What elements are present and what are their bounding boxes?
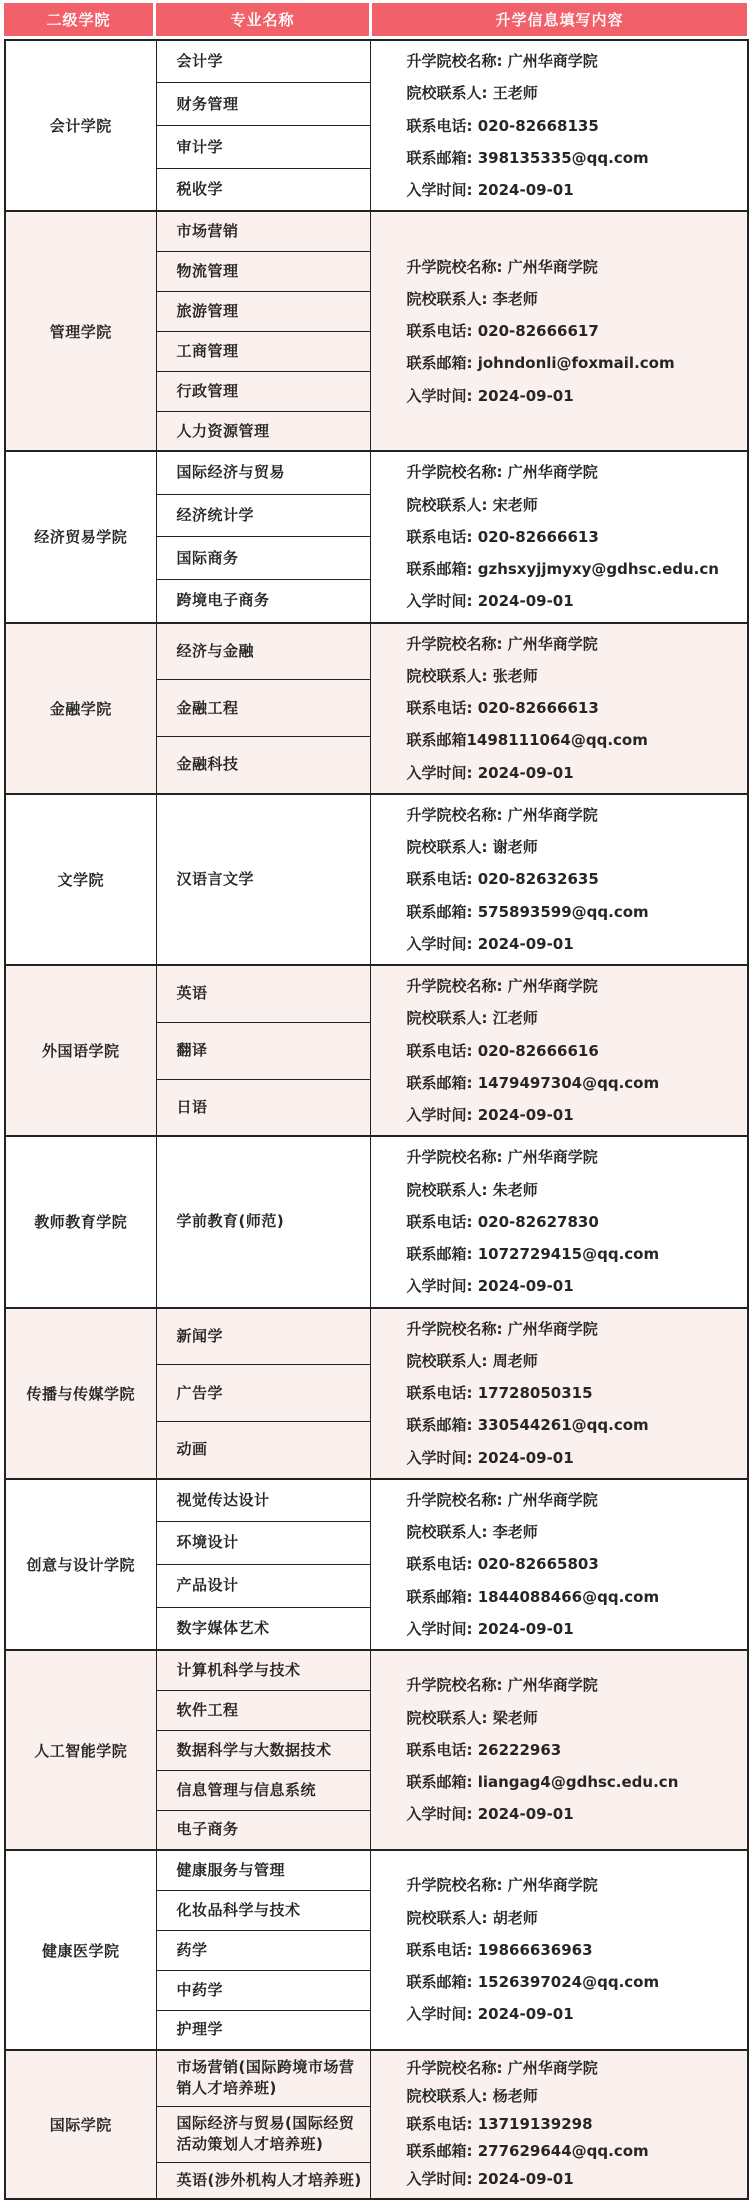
info-cell bbox=[370, 1479, 748, 1650]
info-line: 联系电话: 020-82668135 bbox=[406, 116, 599, 135]
major-cell: 人力资源管理 bbox=[156, 411, 370, 451]
major-cell: 动画 bbox=[156, 1422, 370, 1479]
college-name-cell: 创意与设计学院 bbox=[5, 1479, 156, 1650]
info-cell bbox=[370, 211, 748, 451]
major-cell: 英语 bbox=[156, 965, 370, 1022]
table-row bbox=[5, 211, 748, 251]
major-cell: 日语 bbox=[156, 1079, 370, 1136]
info-line: 联系电话: 020-82666613 bbox=[406, 527, 599, 546]
college-name-cell: 金融学院 bbox=[5, 623, 156, 794]
major-cell: 计算机科学与技术 bbox=[156, 1650, 370, 1690]
info-line: 联系邮箱: 1526397024@qq.com bbox=[406, 1973, 660, 1992]
major-cell: 信息管理与信息系统 bbox=[156, 1770, 370, 1810]
major-cell: 中药学 bbox=[156, 1970, 370, 2010]
info-line: 升学院校名称: 广州华商学院 bbox=[406, 463, 598, 482]
info-line: 入学时间: 2024-09-01 bbox=[406, 763, 574, 782]
info-line: 联系邮箱: 1479497304@qq.com bbox=[406, 1073, 660, 1092]
info-line: 院校联系人: 江老师 bbox=[406, 1009, 538, 1028]
info-cell bbox=[370, 965, 748, 1136]
info-line: 院校联系人: 宋老师 bbox=[406, 495, 538, 514]
college-name-cell: 管理学院 bbox=[5, 211, 156, 451]
info-line: 入学时间: 2024-09-01 bbox=[406, 1805, 574, 1824]
major-cell: 数据科学与大数据技术 bbox=[156, 1730, 370, 1770]
table-row bbox=[5, 623, 748, 680]
major-cell: 经济统计学 bbox=[156, 494, 370, 537]
info-line: 联系邮箱: 398135335@qq.com bbox=[406, 148, 649, 167]
college-name-cell: 健康医学院 bbox=[5, 1850, 156, 2050]
table-row bbox=[5, 1308, 748, 1365]
major-cell: 旅游管理 bbox=[156, 291, 370, 331]
table-row bbox=[5, 451, 748, 494]
major-cell: 数字媒体艺术 bbox=[156, 1607, 370, 1650]
major-cell: 工商管理 bbox=[156, 331, 370, 371]
major-cell: 护理学 bbox=[156, 2010, 370, 2050]
info-line: 入学时间: 2024-09-01 bbox=[406, 1106, 574, 1124]
info-line: 升学院校名称: 广州华商学院 bbox=[406, 52, 598, 70]
info-cell bbox=[370, 1136, 748, 1307]
info-line: 升学院校名称: 广州华商学院 bbox=[406, 977, 598, 995]
info-line: 院校联系人: 梁老师 bbox=[406, 1708, 538, 1727]
info-line: 联系邮箱: gzhsxyjjmyxy@gdhsc.edu.cn bbox=[406, 560, 719, 578]
info-line: 联系电话: 020-82666616 bbox=[406, 1041, 599, 1060]
info-line: 升学院校名称: 广州华商学院 bbox=[406, 1676, 598, 1695]
info-line: 联系邮箱: liangag4@gdhsc.edu.cn bbox=[406, 1773, 679, 1792]
info-line: 联系邮箱: 575893599@qq.com bbox=[406, 902, 649, 921]
major-cell: 电子商务 bbox=[156, 1810, 370, 1850]
table-row bbox=[5, 1650, 748, 1690]
major-cell: 会计学 bbox=[156, 40, 370, 83]
info-line: 联系邮箱: 277629644@qq.com bbox=[406, 2142, 649, 2161]
college-name-cell: 传播与传媒学院 bbox=[5, 1308, 156, 1479]
major-cell: 国际经济与贸易(国际经贸活动策划人才培养班) bbox=[156, 2106, 370, 2162]
info-line: 升学院校名称: 广州华商学院 bbox=[406, 1490, 598, 1509]
table-row bbox=[5, 794, 748, 965]
info-line: 入学时间: 2024-09-01 bbox=[406, 592, 574, 611]
major-cell: 汉语言文学 bbox=[156, 794, 370, 965]
major-cell: 金融工程 bbox=[156, 680, 370, 737]
info-cell bbox=[370, 40, 748, 211]
info-line: 联系邮箱: johndonli@foxmail.com bbox=[406, 354, 675, 373]
info-line: 联系电话: 19866636963 bbox=[406, 1940, 593, 1959]
major-cell: 审计学 bbox=[156, 126, 370, 169]
major-cell: 产品设计 bbox=[156, 1564, 370, 1607]
info-line: 入学时间: 2024-09-01 bbox=[406, 1277, 574, 1296]
info-line: 联系邮箱: 1844088466@qq.com bbox=[406, 1587, 660, 1606]
major-cell: 财务管理 bbox=[156, 83, 370, 126]
info-line: 升学院校名称: 广州华商学院 bbox=[406, 1319, 598, 1338]
college-name-cell: 国际学院 bbox=[5, 2050, 156, 2199]
info-line: 入学时间: 2024-09-01 bbox=[406, 2005, 574, 2024]
college-name-cell: 外国语学院 bbox=[5, 965, 156, 1136]
info-cell bbox=[370, 451, 748, 622]
info-line: 升学院校名称: 广州华商学院 bbox=[406, 1876, 598, 1895]
college-name-cell: 教师教育学院 bbox=[5, 1136, 156, 1307]
info-cell bbox=[370, 623, 748, 794]
info-line: 联系电话: 17728050315 bbox=[406, 1384, 593, 1402]
info-line: 院校联系人: 张老师 bbox=[406, 666, 538, 685]
college-name-cell: 人工智能学院 bbox=[5, 1650, 156, 1850]
info-line: 联系邮箱: 1072729415@qq.com bbox=[406, 1245, 660, 1263]
info-line: 入学时间: 2024-09-01 bbox=[406, 2170, 574, 2188]
major-cell: 学前教育(师范) bbox=[156, 1136, 370, 1307]
info-line: 升学院校名称: 广州华商学院 bbox=[406, 805, 598, 824]
info-line: 联系电话: 020-82666613 bbox=[406, 699, 599, 717]
info-line: 联系电话: 020-82665803 bbox=[406, 1555, 599, 1574]
info-line: 院校联系人: 王老师 bbox=[406, 84, 538, 103]
info-cell bbox=[370, 794, 748, 965]
major-cell: 市场营销(国际跨境市场营销人才培养班) bbox=[156, 2050, 370, 2106]
info-line: 院校联系人: 朱老师 bbox=[406, 1180, 538, 1199]
header-cell-major: 专业名称 bbox=[156, 3, 369, 36]
info-line: 升学院校名称: 广州华商学院 bbox=[406, 2059, 598, 2077]
major-cell: 视觉传达设计 bbox=[156, 1479, 370, 1522]
major-cell: 化妆品科学与技术 bbox=[156, 1890, 370, 1930]
info-line: 入学时间: 2024-09-01 bbox=[406, 934, 574, 953]
major-cell: 新闻学 bbox=[156, 1308, 370, 1365]
table-row bbox=[5, 1479, 748, 1522]
info-line: 入学时间: 2024-09-01 bbox=[406, 386, 574, 405]
info-line: 升学院校名称: 广州华商学院 bbox=[406, 1148, 598, 1167]
info-line: 联系电话: 26222963 bbox=[406, 1740, 562, 1759]
info-line: 联系邮箱: 330544261@qq.com bbox=[406, 1416, 649, 1435]
info-cell bbox=[370, 2050, 748, 2199]
header-cell-college: 二级学院 bbox=[4, 3, 153, 36]
major-cell: 市场营销 bbox=[156, 211, 370, 251]
info-line: 院校联系人: 李老师 bbox=[406, 289, 538, 308]
info-line: 升学院校名称: 广州华商学院 bbox=[406, 634, 598, 653]
info-line: 联系电话: 020-82627830 bbox=[406, 1212, 599, 1231]
major-cell: 软件工程 bbox=[156, 1690, 370, 1730]
major-cell: 税收学 bbox=[156, 168, 370, 211]
major-cell: 国际经济与贸易 bbox=[156, 451, 370, 494]
college-name-cell: 会计学院 bbox=[5, 40, 156, 211]
major-cell: 行政管理 bbox=[156, 371, 370, 411]
major-cell: 环境设计 bbox=[156, 1522, 370, 1565]
info-line: 院校联系人: 李老师 bbox=[406, 1523, 538, 1541]
info-line: 联系电话: 13719139298 bbox=[406, 2114, 593, 2133]
table-row bbox=[5, 1850, 748, 1890]
major-cell: 金融科技 bbox=[156, 737, 370, 794]
info-cell bbox=[370, 1308, 748, 1479]
info-line: 联系电话: 020-82666617 bbox=[406, 322, 599, 341]
info-line: 入学时间: 2024-09-01 bbox=[406, 181, 574, 199]
major-cell: 跨境电子商务 bbox=[156, 580, 370, 623]
major-cell: 健康服务与管理 bbox=[156, 1850, 370, 1890]
info-line: 院校联系人: 杨老师 bbox=[406, 2086, 538, 2105]
info-cell bbox=[370, 1850, 748, 2050]
major-cell: 广告学 bbox=[156, 1365, 370, 1422]
info-line: 院校联系人: 胡老师 bbox=[406, 1908, 538, 1927]
major-cell: 物流管理 bbox=[156, 251, 370, 291]
info-line: 升学院校名称: 广州华商学院 bbox=[406, 257, 598, 276]
major-cell: 药学 bbox=[156, 1930, 370, 1970]
table-row bbox=[5, 965, 748, 1022]
college-name-cell: 经济贸易学院 bbox=[5, 451, 156, 622]
table-row bbox=[5, 2050, 748, 2106]
table-row bbox=[5, 40, 748, 83]
table-row bbox=[5, 1136, 748, 1307]
info-line: 入学时间: 2024-09-01 bbox=[406, 1619, 574, 1638]
major-cell: 国际商务 bbox=[156, 537, 370, 580]
major-cell: 经济与金融 bbox=[156, 623, 370, 680]
college-name-cell: 文学院 bbox=[5, 794, 156, 965]
college-major-table bbox=[4, 39, 749, 2200]
info-line: 联系电话: 020-82632635 bbox=[406, 870, 599, 889]
info-cell bbox=[370, 1650, 748, 1850]
info-line: 入学时间: 2024-09-01 bbox=[406, 1448, 574, 1467]
info-line: 院校联系人: 周老师 bbox=[406, 1351, 538, 1370]
major-cell: 英语(涉外机构人才培养班) bbox=[156, 2162, 370, 2198]
major-cell: 翻译 bbox=[156, 1022, 370, 1079]
info-line: 院校联系人: 谢老师 bbox=[406, 838, 538, 856]
info-line: 联系邮箱1498111064@qq.com bbox=[406, 731, 648, 750]
table-header bbox=[4, 3, 747, 36]
header-cell-info: 升学信息填写内容 bbox=[372, 3, 747, 36]
